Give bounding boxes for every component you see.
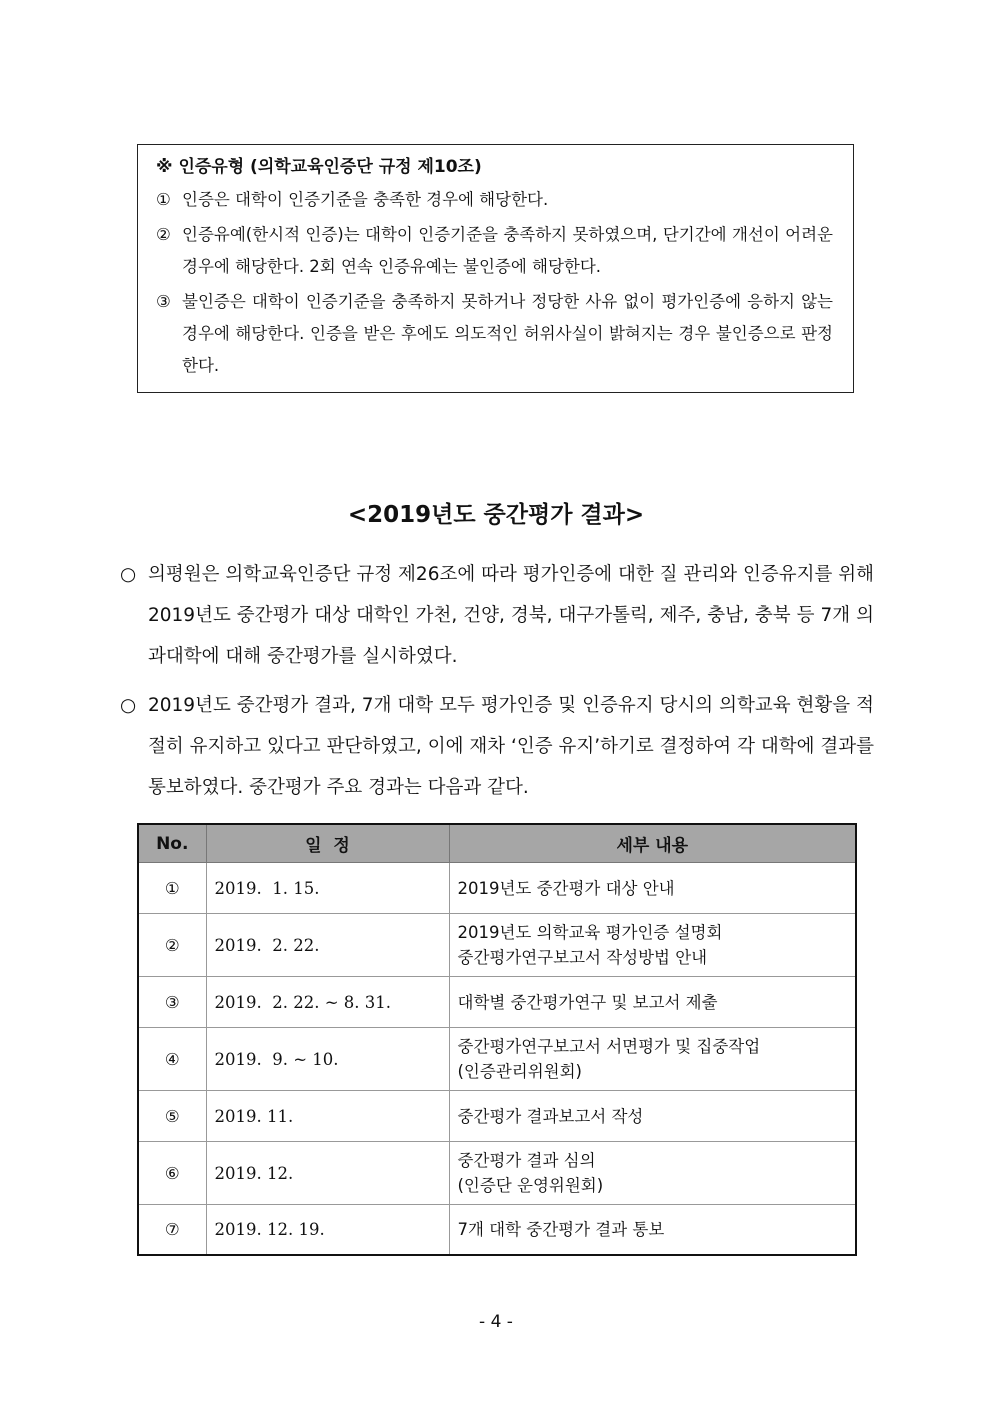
row-number: ⑥ xyxy=(138,1142,206,1205)
row-date: 2019. 12. xyxy=(206,1142,449,1205)
note-item-marker: ③ xyxy=(156,292,171,311)
table-row xyxy=(138,1205,856,1255)
table-row xyxy=(138,914,856,977)
row-number: ③ xyxy=(138,977,206,1028)
row-detail-line: 중간평가 결과보고서 작성 xyxy=(457,1106,644,1126)
row-date: 2019. 12. 19. xyxy=(206,1205,449,1255)
table-header-row xyxy=(138,824,856,863)
header-date: 일 정 xyxy=(206,824,449,863)
row-detail-line: 대학별 중간평가연구 및 보고서 제출 xyxy=(457,992,718,1012)
row-date: 2019. 2. 22. ~ 8. 31. xyxy=(206,977,449,1028)
page-number: - 4 - xyxy=(479,1312,513,1332)
row-number: ① xyxy=(138,863,206,914)
paragraph xyxy=(120,685,874,808)
note-item xyxy=(156,184,833,216)
note-title: ※ 인증유형 (의학교육인증단 규정 제10조) xyxy=(156,157,482,177)
row-detail xyxy=(449,863,856,914)
paragraph-text: 의평원은 의학교육인증단 규정 제26조에 따라 평가인증에 대한 질 관리와 인증유지를 위해 2019년도 중간평가 대상 대학인 가천, 건양, 경북, 대구가톨릭, 제주, 충남, 충북 등 7개 의과대학에 대해 중간평가를 실시하였다. xyxy=(148,564,874,667)
table-row xyxy=(138,1142,856,1205)
note-item xyxy=(156,219,833,283)
row-number: ⑦ xyxy=(138,1205,206,1255)
paragraph-bullet: ○ xyxy=(120,695,137,716)
note-item-marker: ② xyxy=(156,225,171,244)
row-number: ② xyxy=(138,914,206,977)
row-detail-line: 중간평가연구보고서 작성방법 안내 xyxy=(457,948,708,967)
row-date: 2019. 1. 15. xyxy=(206,863,449,914)
row-detail-line: (인증관리위원회) xyxy=(457,1062,582,1081)
paragraph-bullet: ○ xyxy=(120,564,137,585)
row-detail-line: 중간평가 결과 심의 xyxy=(457,1151,596,1170)
row-detail xyxy=(449,914,856,977)
row-detail xyxy=(449,1205,856,1255)
row-detail-line: 2019년도 중간평가 대상 안내 xyxy=(457,878,675,898)
note-item-marker: ① xyxy=(156,190,171,209)
certification-type-note-box xyxy=(137,144,854,393)
section-title: <2019년도 중간평가 결과> xyxy=(347,502,645,528)
row-detail xyxy=(449,977,856,1028)
table-row xyxy=(138,863,856,914)
note-item-text: 인증유예(한시적 인증)는 대학이 인증기준을 충족하지 못하였으며, 단기간에 개선이 어려운 경우에 해당한다. 2회 연속 인증유예는 불인증에 해당한다. xyxy=(182,225,833,276)
note-item-text: 인증은 대학이 인증기준을 충족한 경우에 해당한다. xyxy=(182,190,549,209)
row-date: 2019. 2. 22. xyxy=(206,914,449,977)
table-row xyxy=(138,1091,856,1142)
note-item-text: 불인증은 대학이 인증기준을 충족하지 못하거나 정당한 사유 없이 평가인증에 응하지 않는 경우에 해당한다. 인증을 받은 후에도 의도적인 허위사실이 밝혀지는 경우 불인증으로 판정한다. xyxy=(182,292,833,375)
row-number: ④ xyxy=(138,1028,206,1091)
table-row xyxy=(138,1028,856,1091)
paragraph-text: 2019년도 중간평가 결과, 7개 대학 모두 평가인증 및 인증유지 당시의 의학교육 현황을 적절히 유지하고 있다고 판단하였고, 이에 재차 ‘인증 유지’하기로 결정하여 각 대학에 결과를 통보하였다. 중간평가 주요 경과는 다음과 같다. xyxy=(148,695,874,798)
row-date: 2019. 11. xyxy=(206,1091,449,1142)
row-detail-line: (인증단 운영위원회) xyxy=(457,1176,604,1195)
header-no: No. xyxy=(138,824,206,863)
paragraph xyxy=(120,554,874,677)
note-item xyxy=(156,286,833,382)
row-number: ⑤ xyxy=(138,1091,206,1142)
row-detail xyxy=(449,1091,856,1142)
table-row xyxy=(138,977,856,1028)
row-detail xyxy=(449,1028,856,1091)
header-detail: 세부 내용 xyxy=(449,824,856,863)
row-detail xyxy=(449,1142,856,1205)
row-detail-line: 중간평가연구보고서 서면평가 및 집중작업 xyxy=(457,1037,761,1056)
row-detail-line: 2019년도 의학교육 평가인증 설명회 xyxy=(457,923,723,942)
row-date: 2019. 9. ~ 10. xyxy=(206,1028,449,1091)
schedule-table xyxy=(137,823,857,1256)
row-detail-line: 7개 대학 중간평가 결과 통보 xyxy=(457,1219,665,1239)
